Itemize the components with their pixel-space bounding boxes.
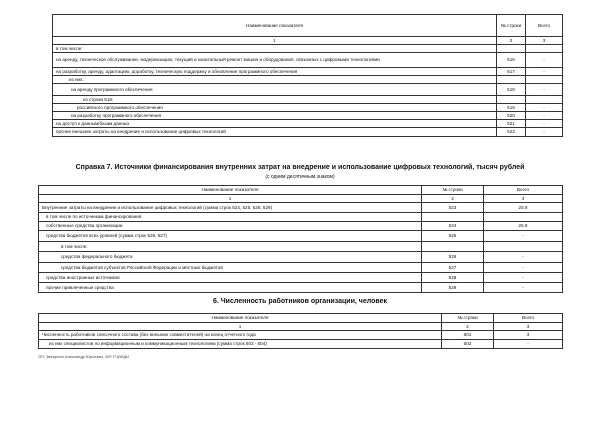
table-row <box>39 331 563 340</box>
table-header-row <box>39 314 563 323</box>
row-code: 602 <box>442 340 494 349</box>
table-row <box>53 45 563 53</box>
header-code: № строки <box>422 186 484 195</box>
table-row <box>39 242 563 252</box>
row-code: 526 <box>422 252 484 263</box>
table-row <box>39 213 563 222</box>
row-code: 517 <box>497 68 526 76</box>
section7-title: Справка 7. Источники финансирования внутренних затрат на внедрение и использование цифровых технологий, тысяч рублей <box>75 164 525 171</box>
col-number: 3 <box>494 323 563 331</box>
col-number: 2 <box>442 323 494 331</box>
row-code: 527 <box>422 263 484 273</box>
table-row <box>39 203 563 213</box>
row-code: 601 <box>442 331 494 340</box>
row-value: 3 <box>494 331 563 340</box>
row-value <box>526 45 563 53</box>
row-code: 519 <box>497 104 526 112</box>
col-number: 1 <box>39 323 442 331</box>
row-value: - <box>526 112 563 120</box>
row-value: - <box>494 340 563 349</box>
table-row <box>53 104 563 112</box>
table-row <box>39 231 563 242</box>
row-name: из них: <box>53 76 497 84</box>
row-name: из строки 518: <box>53 96 497 104</box>
row-code: 529 <box>422 283 484 293</box>
row-name: Численность работников списочного состава (без внешних совместителей) на конец отчетного года <box>39 331 442 340</box>
header-name: Наименование показателя <box>53 15 497 37</box>
row-name: средства иностранных источников <box>39 273 422 283</box>
table-row <box>53 112 563 120</box>
table-row <box>53 128 563 137</box>
row-name: на разработку программного обеспечения <box>53 112 497 120</box>
row-name: средства бюджетов субъектов Российской Федерации и местных бюджетов <box>39 263 422 273</box>
row-value: - <box>484 231 563 242</box>
table-row <box>53 84 563 96</box>
table-row <box>39 273 563 283</box>
row-code <box>497 76 526 84</box>
row-name: прочие внешние затраты на внедрение и использование цифровых технологий <box>53 128 497 137</box>
table-row <box>53 96 563 104</box>
header-code: № строки <box>497 15 526 37</box>
col-number: 1 <box>53 37 497 45</box>
row-name: средства федерального бюджета <box>39 252 422 263</box>
table-row <box>53 68 563 76</box>
col-number: 3 <box>484 195 563 203</box>
numbering-row <box>39 195 563 203</box>
row-name: на разработку, аренду, адаптацию, доработку, техническую поддержку и обновление программного обеспечения <box>53 68 497 76</box>
row-value: - <box>526 120 563 128</box>
col-number: 3 <box>526 37 563 45</box>
row-name: в том числе по источникам финансирования: <box>39 213 422 222</box>
row-name: в том числе: <box>53 45 497 53</box>
row-name: прочие привлеченные средства <box>39 283 422 293</box>
row-value: - <box>526 104 563 112</box>
row-value: - <box>526 68 563 76</box>
row-code <box>422 242 484 252</box>
row-code: 523 <box>422 203 484 213</box>
table-row <box>39 283 563 293</box>
table-row <box>39 222 563 231</box>
row-name: собственные средства организации <box>39 222 422 231</box>
row-value: - <box>484 283 563 293</box>
table-digital-costs <box>52 14 563 137</box>
row-name: в том числе: <box>39 242 422 252</box>
row-value <box>526 76 563 84</box>
header-name: Наименование показателя <box>39 314 442 323</box>
row-value <box>526 96 563 104</box>
header-total: Всего <box>526 15 563 37</box>
row-code: 528 <box>422 273 484 283</box>
row-code: 518 <box>497 84 526 96</box>
row-value: - <box>526 53 563 68</box>
row-value: - <box>526 128 563 137</box>
col-number: 1 <box>39 195 422 203</box>
table-row <box>53 53 563 68</box>
row-code: 524 <box>422 222 484 231</box>
row-value: 25.9 <box>484 222 563 231</box>
row-name: на аренду программного обеспечения <box>53 84 497 96</box>
table-row <box>53 120 563 128</box>
row-name: средства бюджетов всех уровней (сумма строк 526, 527) <box>39 231 422 242</box>
row-value: 25.9 <box>484 203 563 213</box>
table-row <box>53 76 563 84</box>
table-header-row <box>39 186 563 195</box>
row-code: 522 <box>497 128 526 137</box>
numbering-row <box>53 37 563 45</box>
table-employees <box>38 313 563 349</box>
table-row <box>39 263 563 273</box>
row-value <box>484 242 563 252</box>
row-code: 525 <box>422 231 484 242</box>
row-value: - <box>484 263 563 273</box>
table-row <box>39 340 563 349</box>
col-number: 2 <box>422 195 484 203</box>
row-name: Внутренние затраты на внедрение и использование цифровых технологий (сумма строк 524, 525, 528, 529) <box>39 203 422 213</box>
header-total: Всего <box>484 186 563 195</box>
table-row <box>39 252 563 263</box>
row-value <box>484 213 563 222</box>
row-value: - <box>526 84 563 96</box>
row-code <box>497 45 526 53</box>
row-code <box>497 96 526 104</box>
header-total: Всего <box>494 314 563 323</box>
numbering-row <box>39 323 563 331</box>
row-value: - <box>484 273 563 283</box>
row-name: на доступ к данным/базам данных <box>53 120 497 128</box>
section6-title: 6. Численность работников организации, человек <box>212 298 387 305</box>
footer-signature-note: ЭП: Звеерлин Александр Юрьевич, МП ТЧИИДИ <box>38 354 130 359</box>
row-name: российского программного обеспечения <box>53 104 497 112</box>
row-code: 521 <box>497 120 526 128</box>
table-header-row <box>53 15 563 37</box>
header-name: Наименование показателя <box>39 186 422 195</box>
table-funding-sources <box>38 185 563 293</box>
header-code: № строки <box>442 314 494 323</box>
row-code <box>422 213 484 222</box>
row-name: из них специалистов по информационным и коммуникационным технологиям (сумма строк 603 - 604) <box>39 340 442 349</box>
col-number: 2 <box>497 37 526 45</box>
row-code: 516 <box>497 53 526 68</box>
row-value: - <box>484 252 563 263</box>
row-code: 520 <box>497 112 526 120</box>
row-name: на аренду, техническое обслуживание, модернизацию, текущий и капитальный ремонт машин и оборудования, связанных с цифровыми технологиями <box>53 53 497 68</box>
section7-subtitle: (с одним десятичным знаком) <box>265 174 335 180</box>
